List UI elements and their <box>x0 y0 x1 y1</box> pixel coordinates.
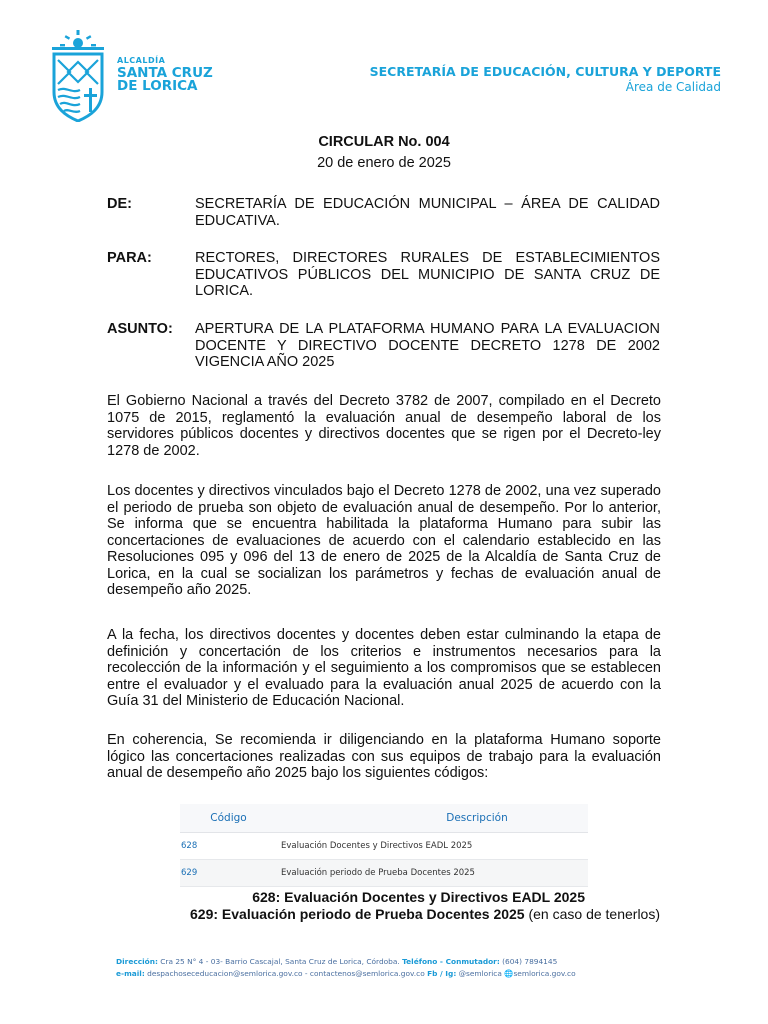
footer-social-value: @semlorica <box>456 969 502 978</box>
circular-date: 20 de enero de 2025 <box>317 155 451 171</box>
logo-line-alcaldia: ALCALDÍA <box>117 56 166 65</box>
summary-code-628: 628: Evaluación Docentes y Directivos EADL 2025 <box>252 889 585 905</box>
globe-icon: 🌐 <box>504 969 514 978</box>
table-header-row <box>180 804 588 833</box>
table-row <box>180 860 588 887</box>
circular-number: CIRCULAR No. 004 <box>318 134 450 150</box>
field-para-label: PARA: <box>107 250 152 266</box>
summary-line-2 <box>100 906 660 923</box>
paragraph-4: En coherencia, Se recomienda ir diligenciando en la plataforma Humano soporte lógico las concertaciones realizadas con sus equipos de trabajo para la evaluación anual de desempeño año 2025 bajo los siguientes códigos: <box>107 732 661 781</box>
logo-text <box>117 54 213 93</box>
area-subtitle: Área de Calidad <box>625 80 721 94</box>
field-de-label: DE: <box>107 196 132 212</box>
table-cell-desc: Evaluación Docentes y Directivos EADL 2025 <box>277 833 588 860</box>
footer-tel-value: (604) 7894145 <box>499 957 558 966</box>
field-asunto <box>107 321 660 371</box>
shield-logo-icon <box>52 30 104 122</box>
codes-table <box>180 804 588 887</box>
footer-dir-label: Dirección: <box>116 957 158 966</box>
paragraph-3: A la fecha, los directivos docentes y docentes deben estar culminando la etapa de definición y concertación de los criterios e instrumentos necesarios para la recolección de la información y el seguimiento a los compromisos que se establecen entre el evaluador y el evaluado para la evaluación anual 2025 de acuerdo con la Guía 31 del Ministerio de Educación Nacional. <box>107 627 661 709</box>
table-header-descripcion: Descripción <box>277 804 588 833</box>
field-para <box>107 250 660 300</box>
secretaria-title: SECRETARÍA DE EDUCACIÓN, CULTURA Y DEPORTE <box>369 64 721 79</box>
footer <box>116 956 576 980</box>
table-header-codigo: Código <box>180 804 277 833</box>
paragraph-1: El Gobierno Nacional a través del Decreto 3782 de 2007, compilado en el Decreto 1075 de 2015, reglamentó la evaluación anual de desempeño laboral de los servidores públicos docentes y directivos docentes que se rigen por el Decreto-ley 1278 de 2002. <box>107 393 661 459</box>
summary-line-1 <box>100 889 660 906</box>
table-cell-desc: Evaluación periodo de Prueba Docentes 2025 <box>277 860 588 887</box>
field-de-value: SECRETARÍA DE EDUCACIÓN MUNICIPAL – ÁREA DE CALIDAD EDUCATIVA. <box>195 196 660 229</box>
footer-web[interactable]: semlorica.gov.co <box>513 969 576 978</box>
field-de <box>107 196 660 229</box>
summary-note: (en caso de tenerlos) <box>524 906 660 922</box>
field-asunto-value: APERTURA DE LA PLATAFORMA HUMANO PARA LA EVALUACION DOCENTE Y DIRECTIVO DOCENTE DECRETO 1278 DE 2002 VIGENCIA AÑO 2025 <box>195 321 660 370</box>
field-asunto-label: ASUNTO: <box>107 321 173 337</box>
table-cell-code[interactable]: 629 <box>180 860 277 887</box>
footer-line-1 <box>116 956 576 968</box>
table-cell-code[interactable]: 628 <box>180 833 277 860</box>
footer-email-value[interactable]: despachoseceducacion@semlorica.gov.co - contactenos@semlorica.gov.co <box>144 969 425 978</box>
footer-email-label: e-mail: <box>116 969 145 978</box>
footer-dir-value: Cra 25 N° 4 - 03- Barrio Cascajal, Santa Cruz de Lorica, Córdoba. <box>157 957 400 966</box>
logo-line-santa-cruz: SANTA CRUZ <box>117 65 213 81</box>
summary-code-629: 629: Evaluación periodo de Prueba Docentes 2025 <box>190 906 525 922</box>
footer-social-label: Fb / Ig: <box>427 969 457 978</box>
footer-line-2 <box>116 968 576 980</box>
field-para-value: RECTORES, DIRECTORES RURALES DE ESTABLECIMIENTOS EDUCATIVOS PÚBLICOS DEL MUNICIPIO DE SANTA CRUZ DE LORICA. <box>195 250 660 299</box>
paragraph-2: Los docentes y directivos vinculados bajo el Decreto 1278 de 2002, una vez superado el periodo de prueba son objeto de evaluación anual de desempeño. Por lo anterior, Se informa que se encuentra habilitada la plataforma Humano para subir las concertaciones de evaluaciones de acuerdo con el calendario establecido en las Resoluciones 095 y 096 del 13 de enero de 2025 de la Alcaldía de Santa Cruz de Lorica, en la cual se socializan los parámetros y fechas de evaluación anual de desempeño año 2025. <box>107 483 661 598</box>
logo-line-lorica: DE LORICA <box>117 78 198 94</box>
table-row <box>180 833 588 860</box>
footer-tel-label: Teléfono - Conmutador: <box>402 957 500 966</box>
